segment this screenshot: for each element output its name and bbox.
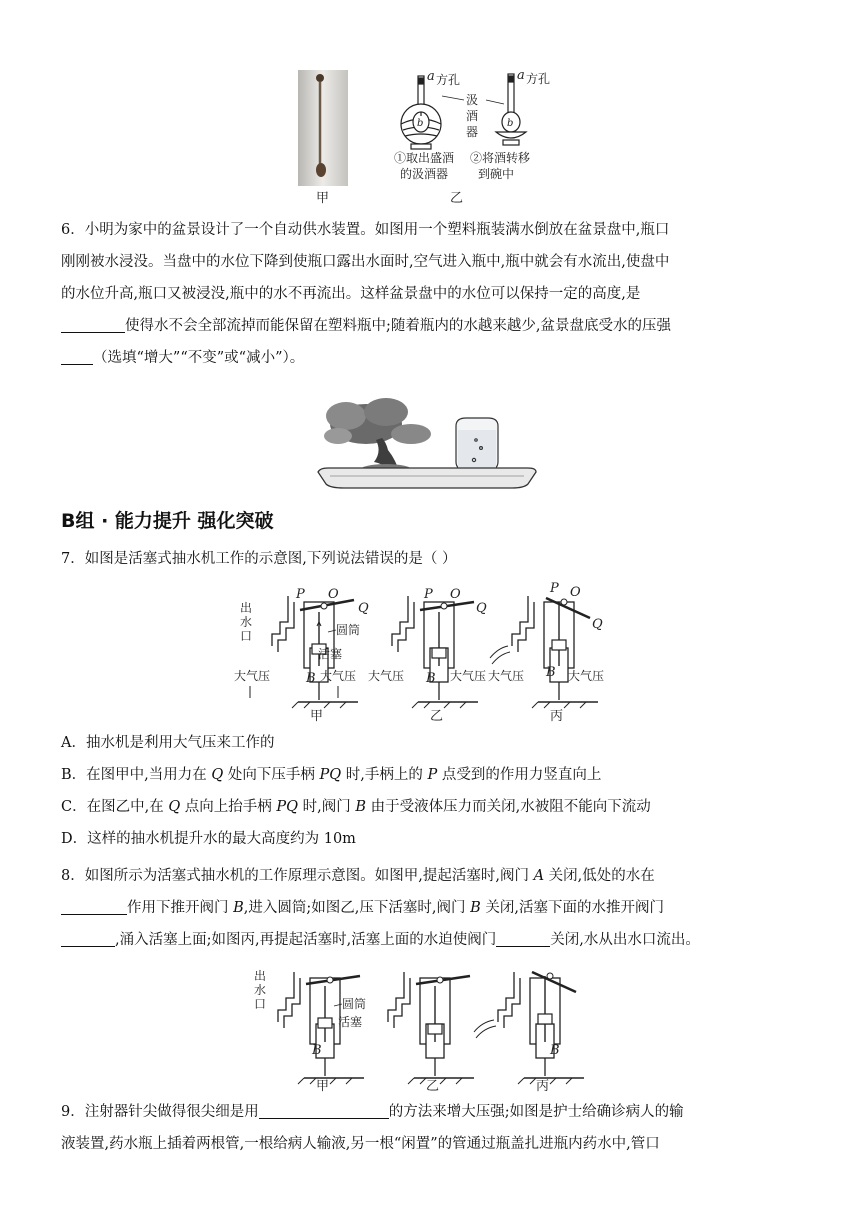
question-8 [61,860,801,956]
svg-text:出: 出 [240,601,253,615]
svg-text:方孔: 方孔 [526,72,551,86]
svg-text:出: 出 [254,969,267,983]
q8-blank-2[interactable] [61,928,115,947]
pump-jia [234,587,369,724]
pump8-jia [254,968,366,1094]
svg-text:水: 水 [240,615,253,629]
svg-text:圆筒: 圆筒 [342,997,367,1011]
svg-text:丙: 丙 [536,1079,550,1094]
svg-text:到碗中: 到碗中 [478,167,515,181]
svg-text:口: 口 [240,629,253,643]
pump8-yi [388,972,474,1094]
ladle-top-icon [316,74,324,82]
svg-text:O: O [328,587,339,602]
ladle-bulb-icon [316,163,326,177]
svg-text:Q: Q [592,617,603,632]
q8-line-2: 作用下推开阀门 B,进入圆筒;如图乙,压下活塞时,阀门 B 关闭,活塞下面的水推开阀门 [61,892,801,924]
q9-line-2: 液装置,药水瓶上插着两根管,一根给病人输液,另一根“闲置”的管通过瓶盖扎进瓶内药水中,管口 [61,1136,660,1152]
svg-text:水: 水 [254,983,267,997]
fig-top-label-jia: 甲 [316,191,330,206]
q6-blank-1[interactable] [61,314,125,333]
pump-yi [368,587,487,724]
q6-blank-2[interactable] [61,346,93,365]
q6-line-2: 刚刚被水浸没。当盘中的水位下降到使瓶口露出水面时,空气进入瓶中,瓶中就会有水流出,使盘中 [61,254,670,270]
question-7-stem: 7．如图是活塞式抽水机工作的示意图,下列说法错误的是（ ） [61,551,457,567]
fig-top-label-yi: 乙 [450,191,464,206]
label-xijiuqi-3: 器 [466,125,479,139]
svg-text:乙: 乙 [426,1079,440,1094]
svg-text:方孔: 方孔 [436,73,461,87]
svg-text:b: b [507,118,514,129]
svg-text:甲: 甲 [316,1079,330,1094]
svg-text:a: a [427,69,435,84]
pump8-bing [474,972,584,1094]
svg-text:P: P [296,587,305,602]
top-figure [290,66,570,206]
svg-text:乙: 乙 [430,709,444,724]
pump-figure-q8 [250,962,600,1094]
svg-text:大气压: 大气压 [368,669,405,683]
svg-text:活塞: 活塞 [338,1015,363,1029]
svg-text:b: b [417,118,424,129]
wine-jar-diagram [401,76,441,149]
svg-text:P: P [424,587,433,602]
q7-option-b[interactable]: B．在图甲中,当用力在 Q 处向下压手柄 PQ 时,手柄上的 P 点受到的作用力竖直向上 [61,767,602,783]
svg-text:a: a [517,68,525,83]
tray-icon [318,468,536,488]
q9-blank-1[interactable] [259,1100,389,1119]
svg-text:②将酒转移: ②将酒转移 [470,151,531,165]
svg-text:O: O [450,587,461,602]
svg-text:O: O [570,585,581,600]
q6-line-3: 的水位升高,瓶口又被浸没,瓶中的水不再流出。这样盆景盘中的水位可以保持一定的高度,是 [61,286,641,302]
q8-line-1: 8．如图所示为活塞式抽水机的工作原理示意图。如图甲,提起活塞时,阀门 A 关闭,低处的水在 [61,868,655,884]
q7-option-c[interactable]: C．在图乙中,在 Q 点向上抬手柄 PQ 时,阀门 B 由于受液体压力而关闭,水被阻不能向下流动 [61,799,651,815]
svg-text:大气压: 大气压 [320,669,357,683]
svg-text:大气压: 大气压 [568,669,605,683]
q6-line-1: 6．小明为家中的盆景设计了一个自动供水装置。如图用一个塑料瓶装满水倒放在盆景盘中,瓶口 [61,222,670,238]
svg-text:Q: Q [476,601,487,616]
q8-blank-3[interactable] [496,928,550,947]
question-9 [61,1096,801,1160]
label-xijiuqi-2: 酒 [466,109,479,123]
svg-text:B: B [306,671,316,686]
bonsai-figure [316,384,538,494]
q7-option-a[interactable]: A．抽水机是利用大气压来工作的 [61,735,275,751]
svg-text:口: 口 [254,997,267,1011]
pump-figure-q7 [228,582,616,724]
bonsai-tree-icon [324,398,431,476]
question-7-options [61,727,801,855]
svg-text:甲: 甲 [310,709,324,724]
q9-line-1: 9．注射器针尖做得很尖细是用 的方法来增大压强;如图是护士给确诊病人的输 [61,1096,801,1128]
svg-text:的汲酒器: 的汲酒器 [400,167,449,181]
q6-line-5: （选填“增大”“不变”或“减小”）。 [61,342,801,374]
svg-text:P: P [550,581,559,596]
svg-text:大气压: 大气压 [450,669,487,683]
svg-text:活塞: 活塞 [318,647,343,661]
svg-text:B: B [312,1043,322,1058]
question-6 [61,214,801,374]
q8-line-3: ,涌入活塞上面;如图丙,再提起活塞时,活塞上面的水迫使阀门 关闭,水从出水口流出。 [61,924,801,956]
svg-text:B: B [550,1043,560,1058]
svg-text:圆筒: 圆筒 [336,623,361,637]
q7-option-d[interactable]: D．这样的抽水机提升水的最大高度约为 10m [61,831,356,847]
svg-text:Q: Q [358,601,369,616]
svg-text:大气压: 大气压 [234,669,271,683]
section-b-heading: B组 · 能力提升 强化突破 [61,510,274,532]
q8-blank-1[interactable] [61,896,127,915]
pump-bing [488,581,604,724]
label-xijiuqi-1: 汲 [466,93,479,107]
bowl-diagram [496,74,526,145]
svg-text:①取出盛酒: ①取出盛酒 [394,151,455,165]
svg-text:大气压: 大气压 [488,669,525,683]
svg-text:B: B [546,665,556,680]
q6-line-4: 使得水不会全部流掉而能保留在塑料瓶中;随着瓶内的水越来越少,盆景盘底受水的压强 [61,310,801,342]
svg-text:B: B [426,671,436,686]
svg-text:丙: 丙 [550,709,564,724]
